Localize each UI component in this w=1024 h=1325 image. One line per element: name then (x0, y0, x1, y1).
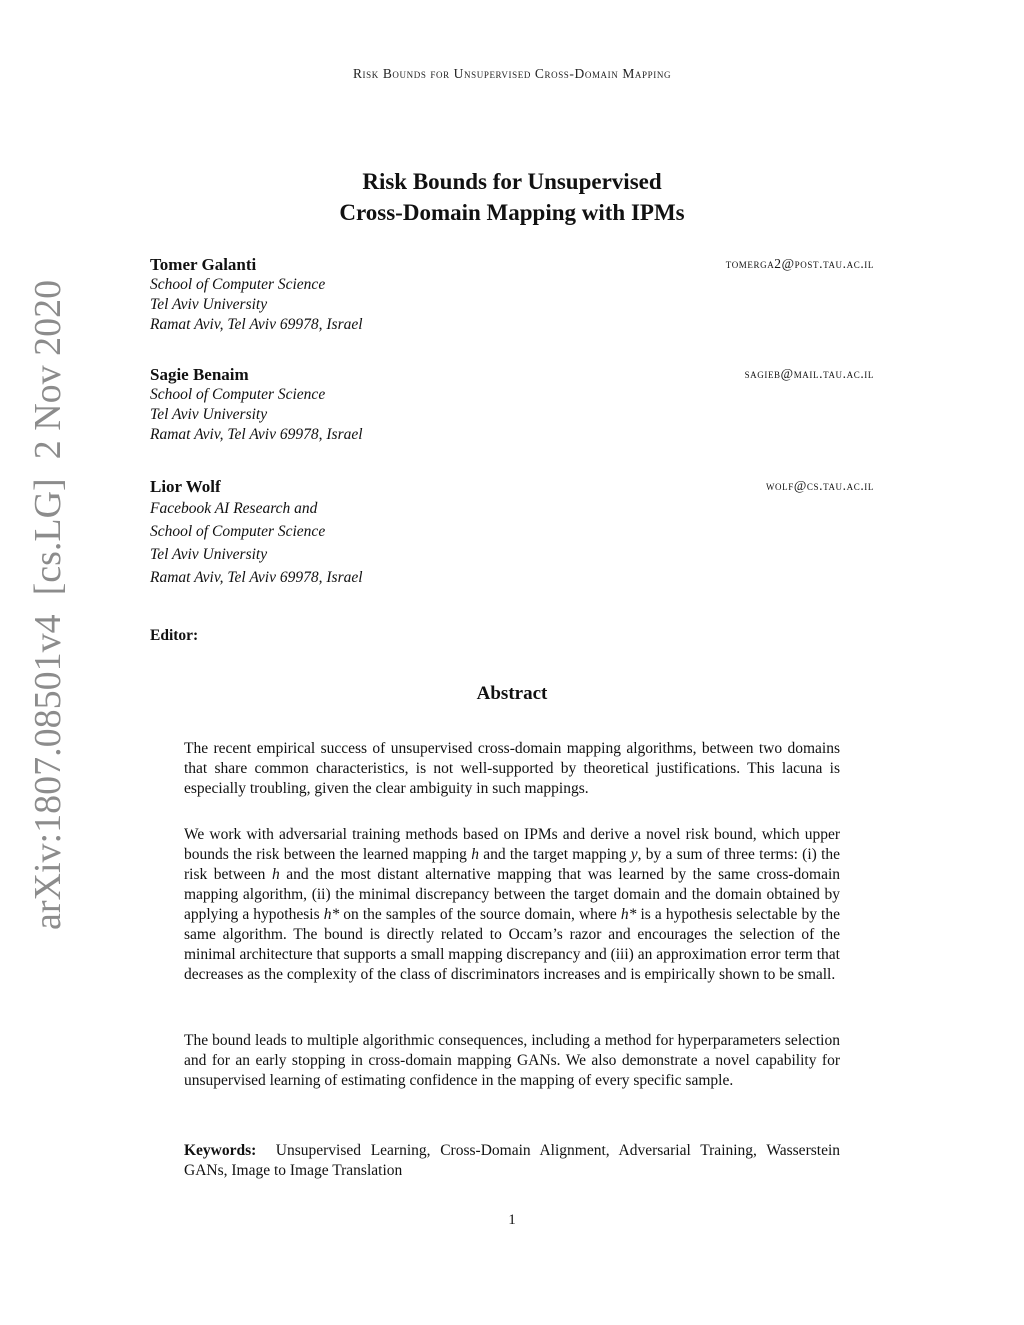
keywords (184, 1141, 840, 1181)
abstract-heading: Abstract (476, 683, 548, 704)
math-h-star: h* (620, 906, 637, 923)
abstract-paragraph-1: The recent empirical success of unsupervised cross-domain mapping algorithms, between two domains that share common characteristics, is not well-supported by theoretical justifications. This lacuna is especially troubling, given the clear ambiguity in such mappings. (184, 740, 840, 797)
text-segment: , by a sum of three terms: (i) the risk between (184, 846, 840, 883)
author-block-wolf (150, 477, 874, 589)
keywords-label: Keywords: (184, 1142, 257, 1159)
author-name: Tomer Galanti (150, 255, 257, 274)
author-email: wolf@cs.tau.ac.il (765, 478, 874, 493)
running-head: Risk Bounds for Unsupervised Cross-Domain Mapping (352, 66, 672, 81)
author-block-benaim (150, 365, 874, 445)
abstract-paragraph-3: The bound leads to multiple algorithmic consequences, including a method for hyperparameters selection and for an early stopping in cross-domain mapping GANs. We also demonstrate a novel capability for unsupervised learning of estimating confidence in the mapping of every specific sample. (184, 1032, 840, 1089)
author-affiliation-line: Tel Aviv University (150, 406, 268, 423)
author-affiliation-line: School of Computer Science (150, 276, 326, 293)
math-y: y (630, 846, 638, 863)
editor-label: Editor: (150, 627, 199, 644)
author-affiliation-line: Tel Aviv University (150, 296, 268, 313)
title-line-1: Risk Bounds for Unsupervised (362, 169, 662, 194)
author-name: Sagie Benaim (150, 365, 249, 384)
text-segment: and the target mapping (478, 846, 631, 863)
page-number: 1 (508, 1212, 516, 1228)
author-block-galanti (150, 255, 874, 335)
title-line-2: Cross-Domain Mapping with IPMs (339, 200, 685, 225)
text-segment: on the samples of the source domain, where (339, 906, 621, 923)
author-affiliation-line: Facebook AI Research and (150, 500, 318, 517)
abstract-paragraph-2 (184, 825, 840, 985)
text-segment: is a hypothesis selectable by the same algorithm. The bound is directly related to Occam’s razor and encourages the selection of the minimal architecture that supports a small mapping discrepancy and (iii) an approximation error term that decreases as the complexity of the class of discriminators increases and is empirically shown to be small. (184, 906, 840, 983)
author-affiliation-line: Ramat Aviv, Tel Aviv 69978, Israel (150, 316, 363, 333)
author-affiliation-line: Tel Aviv University (150, 546, 268, 563)
text-segment: and the most distant alternative mapping that was learned by the same cross-domain mapping algorithm, (ii) the minimal discrepancy between the target domain and the domain obtained by applying a hypothesis (184, 866, 841, 923)
author-affiliation-line: School of Computer Science (150, 523, 326, 540)
author-email: tomerga2@post.tau.ac.il (725, 256, 874, 271)
paper-title (0, 166, 1024, 228)
author-name: Lior Wolf (150, 477, 221, 496)
arxiv-stamp: arXiv:1807.08501v4 [cs.LG] 2 Nov 2020 (27, 279, 69, 930)
author-affiliation-line: School of Computer Science (150, 386, 326, 403)
text-segment: We work with adversarial training methods based on IPMs and derive a novel risk bound, which upper bounds the risk between the learned mapping (184, 826, 840, 863)
author-email: sagieb@mail.tau.ac.il (744, 366, 874, 381)
math-h: h (471, 846, 479, 863)
keywords-text: Unsupervised Learning, Cross-Domain Alignment, Adversarial Training, Wasserstein GANs, Image to Image Translation (184, 1142, 841, 1179)
math-h: h (271, 866, 280, 883)
math-h-star: h* (323, 906, 340, 923)
author-affiliation-line: Ramat Aviv, Tel Aviv 69978, Israel (150, 569, 363, 586)
author-affiliation-line: Ramat Aviv, Tel Aviv 69978, Israel (150, 426, 363, 443)
